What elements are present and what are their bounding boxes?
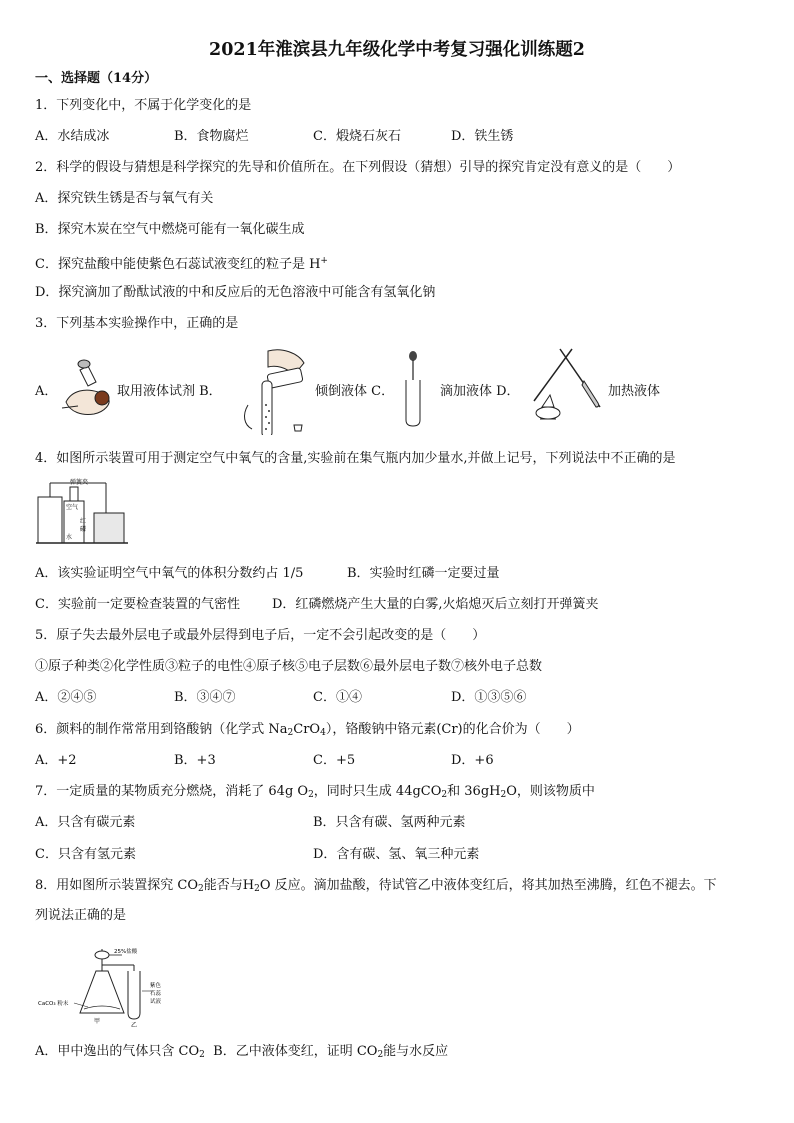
q5-stem: 5．原子失去最外层电子或最外层得到电子后，一定不会引起改变的是（ ） bbox=[35, 628, 486, 643]
fig-yi-label: 乙 bbox=[131, 1022, 138, 1027]
dropper-tube-illustration bbox=[398, 350, 428, 430]
q2-option-b: B．探究木炭在空气中燃烧可能有一氧化碳生成 bbox=[35, 222, 305, 237]
q5-option-a: A．②④⑤ bbox=[35, 690, 97, 705]
q8-stem-line2: 列说法正确的是 bbox=[35, 908, 127, 923]
q4-stem: 4．如图所示装置可用于测定空气中氧气的含量,实验前在集气瓶内加少量水,并做上记号，下列说法中不正确的是 bbox=[35, 451, 676, 466]
fig-water-label: 水 bbox=[66, 534, 73, 541]
q3-stem: 3．下列基本实验操作中，正确的是 bbox=[35, 316, 239, 331]
q3-option-c-text: 滴加液体 D． bbox=[440, 384, 520, 399]
fig-acid-label: 25%盐酸 bbox=[114, 949, 138, 955]
q6-stem: 6．颜料的制作常常用到铬酸钠（化学式 $Na_2CrO_4$），铬酸钠中铬元素(Cr)的化合价为（ ） bbox=[35, 722, 580, 738]
co2-water-apparatus bbox=[38, 945, 168, 1027]
q6-option-a: A．+2 bbox=[35, 753, 77, 768]
q2-stem: 2．科学的假设与猜想是科学探究的先导和价值所在。在下列假设（猜想）引导的探究肯定没有意义的是（ ） bbox=[35, 160, 681, 175]
heating-liquid-illustration bbox=[520, 345, 610, 425]
q2-option-c: C．探究盐酸中能使紫色石蕊试液变红的粒子是 H+ bbox=[35, 256, 328, 272]
q1-option-d: D．铁生锈 bbox=[451, 129, 514, 144]
section-heading: 一、选择题（14分） bbox=[35, 71, 158, 86]
fig-solution-label-2: 石蕊 bbox=[150, 991, 162, 997]
q8-stem: 8．用如图所示装置探究 $CO_2$能否与$H_2O$ 反应。滴加盐酸，待试管乙中液体变红后，将其加热至沸腾，红色不褪去。下 bbox=[35, 878, 717, 894]
q5-option-c: C．①④ bbox=[313, 690, 362, 705]
dropper-hand-illustration bbox=[58, 350, 118, 420]
q3-option-d-text: 加热液体 bbox=[608, 384, 661, 399]
q6-option-b: B．+3 bbox=[174, 753, 216, 768]
fig-clip-label: 弹簧夹 bbox=[70, 479, 89, 486]
q7-option-c: C．只含有氢元素 bbox=[35, 847, 136, 862]
q6-option-d: D．+6 bbox=[451, 753, 494, 768]
q4-option-a: A．该实验证明空气中氧气的体积分数约占 1/5 bbox=[35, 566, 304, 581]
page-title: 2021年淮滨县九年级化学中考复习强化训练题2 bbox=[209, 40, 585, 60]
q8-options: A．甲中逸出的气体只含 $CO_2$ B．乙中液体变红，证明 $CO_2$能与水反应 bbox=[35, 1044, 449, 1060]
fig-solution-label-3: 试液 bbox=[150, 999, 162, 1005]
fig-phosphorus-label-1: 红 bbox=[80, 518, 87, 525]
fig-caco3-label: CaCO₃ 粉末 bbox=[38, 1001, 69, 1007]
q4-option-d: D．红磷燃烧产生大量的白雾,火焰熄灭后立刻打开弹簧夹 bbox=[272, 597, 599, 612]
q1-option-b: B．食物腐烂 bbox=[174, 129, 249, 144]
q7-option-d: D．含有碳、氢、氧三种元素 bbox=[313, 847, 480, 862]
q7-stem: 7．一定质量的某物质充分燃烧，消耗了 64g $O_2$，同时只生成 44gCO$_2$和 $36gH_2O$，则该物质中 bbox=[35, 784, 595, 800]
q2-option-a: A．探究铁生锈是否与氧气有关 bbox=[35, 191, 214, 206]
q7-option-b: B．只含有碳、氢两种元素 bbox=[313, 815, 466, 830]
q4-option-b: B．实验时红磷一定要过量 bbox=[347, 566, 500, 581]
fig-air-label: 空气 bbox=[66, 504, 79, 511]
q7-option-a: A．只含有碳元素 bbox=[35, 815, 136, 830]
fig-jia-label: 甲 bbox=[94, 1018, 101, 1025]
q1-option-c: C．煅烧石灰石 bbox=[313, 129, 401, 144]
q3-option-a-text: 取用液体试剂 B． bbox=[117, 384, 222, 399]
q6-option-c: C．+5 bbox=[313, 753, 356, 768]
q4-option-c: C．实验前一定要检查装置的气密性 bbox=[35, 597, 240, 612]
q3-label-a: A． bbox=[35, 384, 58, 399]
pouring-liquid-illustration bbox=[228, 345, 318, 435]
q5-option-d: D．①③⑤⑥ bbox=[451, 690, 527, 705]
q5-option-b: B．③④⑦ bbox=[174, 690, 236, 705]
q5-items: ①原子种类②化学性质③粒子的电性④原子核⑤电子层数⑥最外层电子数⑦核外电子总数 bbox=[35, 659, 543, 674]
fig-solution-label-1: 紫色 bbox=[150, 983, 162, 989]
q3-option-b-text: 倾倒液体 C． bbox=[315, 384, 395, 399]
oxygen-measurement-apparatus bbox=[36, 477, 128, 549]
q1-stem: 1．下列变化中，不属于化学变化的是 bbox=[35, 98, 252, 113]
q2-option-d: D．探究滴加了酚酞试液的中和反应后的无色溶液中可能含有氢氧化钠 bbox=[35, 285, 436, 300]
q1-option-a: A．水结成冰 bbox=[35, 129, 110, 144]
fig-phosphorus-label-2: 磷 bbox=[80, 526, 87, 533]
